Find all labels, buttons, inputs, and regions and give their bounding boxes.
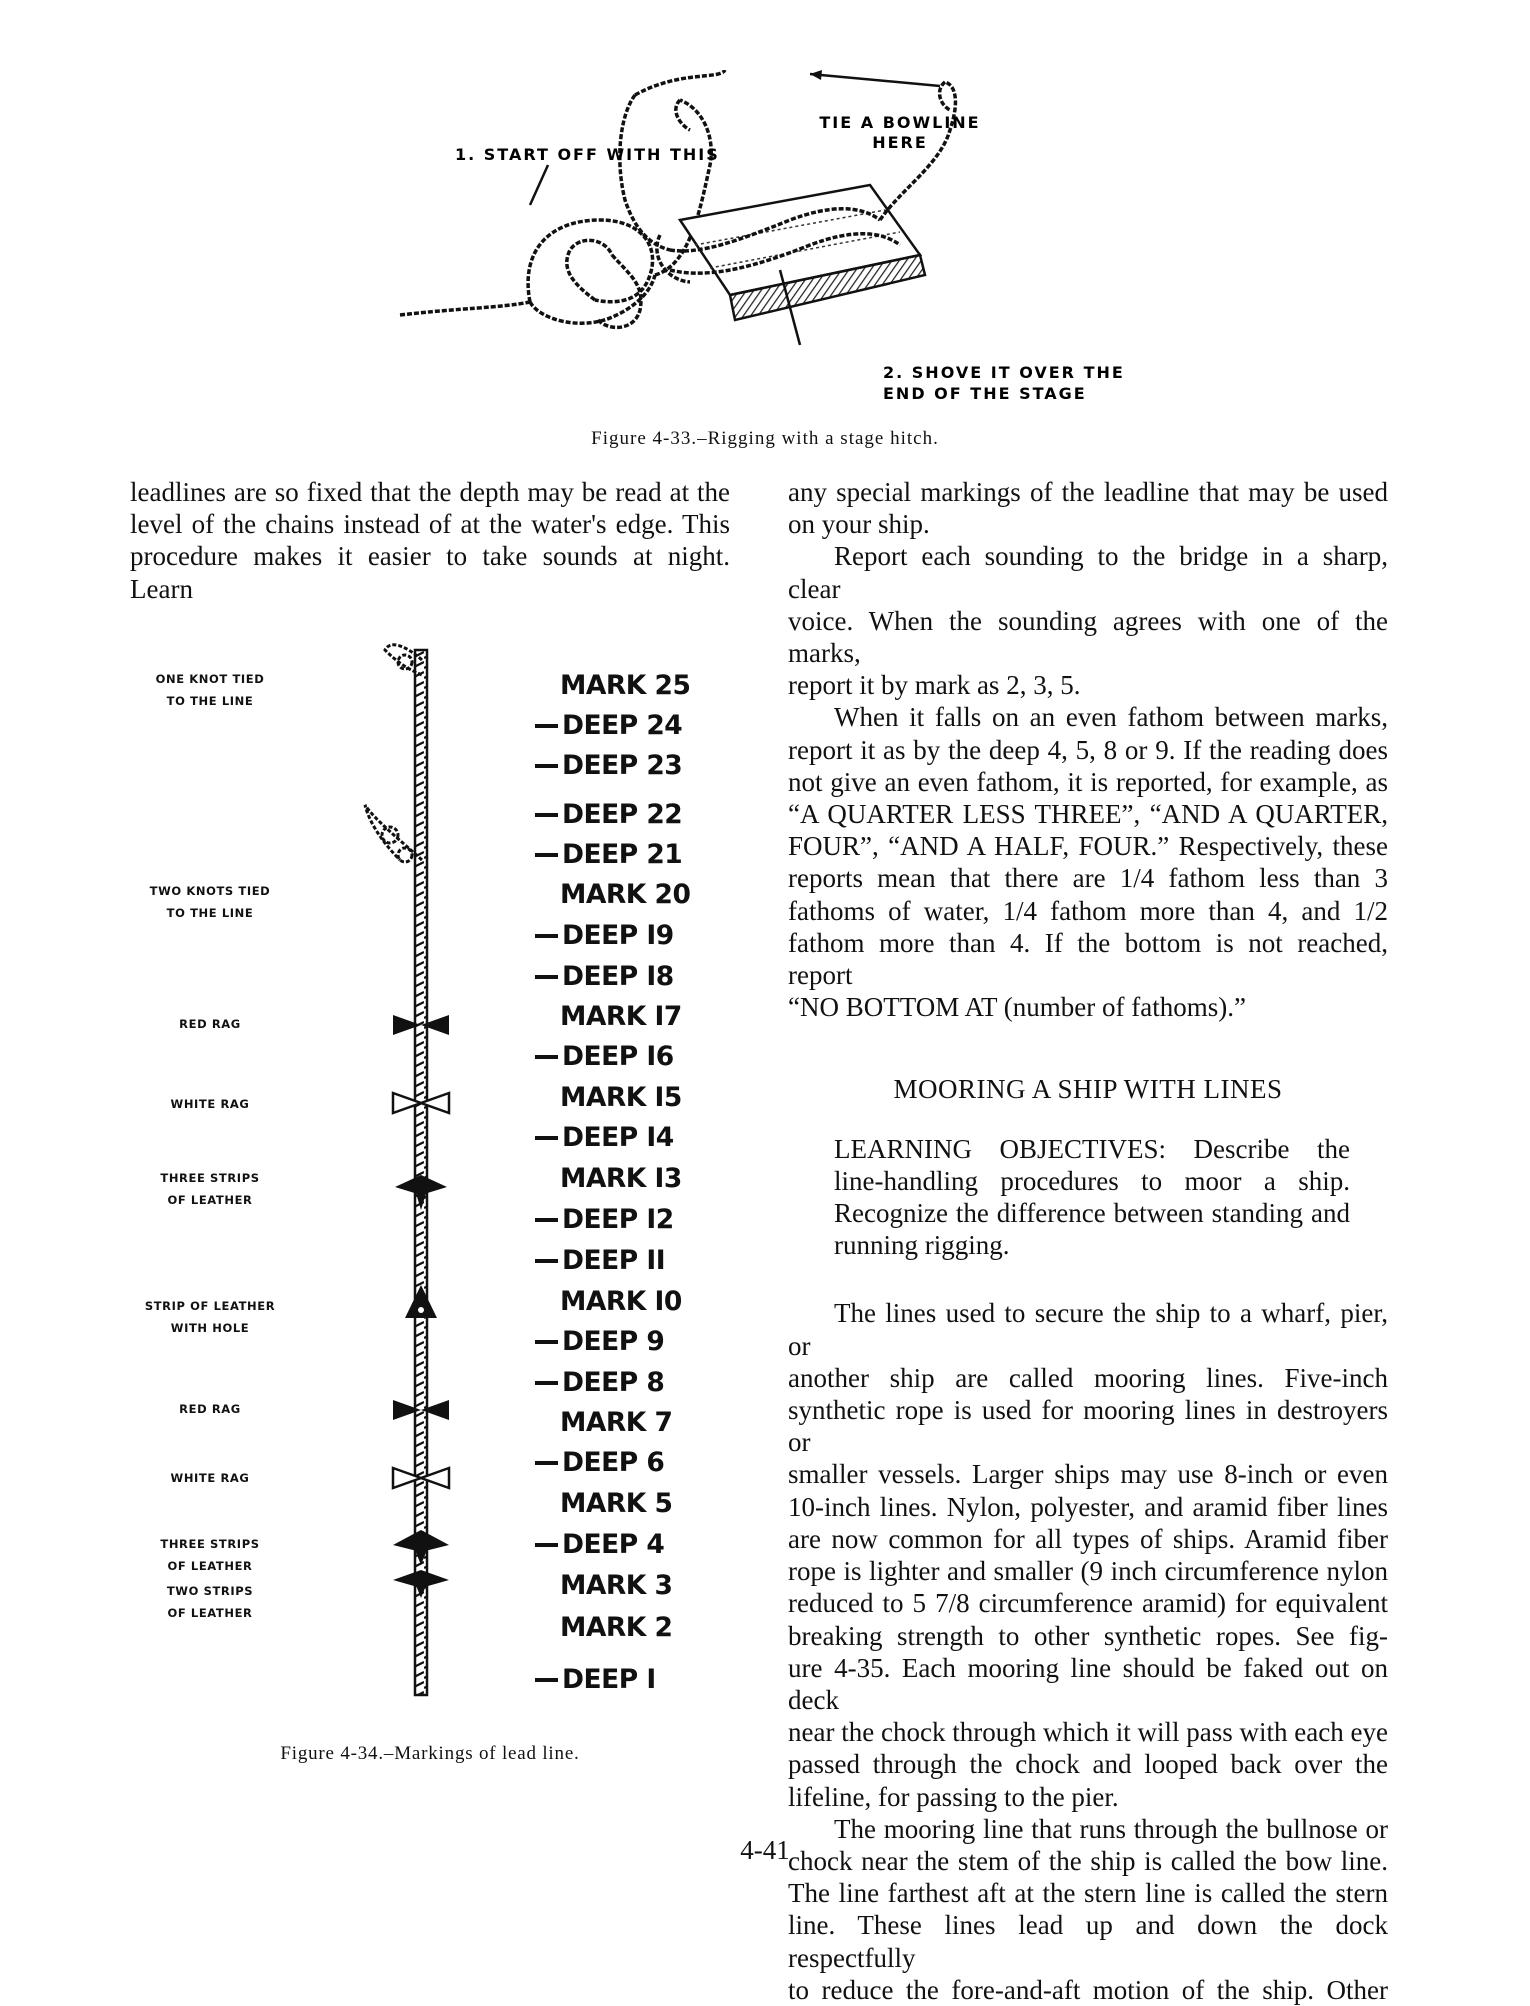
shove-label-line1: 2. SHOVE IT OVER THE (883, 363, 1125, 382)
body-line: line. These lines lead up and down the dock respectfully (788, 1910, 1388, 1973)
deep-label: DEEP II (562, 1245, 666, 1276)
deep-label: DEEP I (562, 1664, 656, 1695)
deep-label: DEEP I2 (562, 1204, 674, 1235)
body-line: level of the chains instead of at the water's edge. This (130, 509, 730, 540)
marking-label: TWO KNOTS TIED TO THE LINE (149, 884, 271, 920)
body-line: passed through the chock and looped back over the (788, 1749, 1388, 1780)
body-line: The lines used to secure the ship to a wharf, pier, or (788, 1298, 1388, 1361)
body-line: reports mean that there are 1/4 fathom less than 3 (788, 863, 1388, 894)
stage-hitch-illustration (380, 70, 1160, 415)
body-line: chock near the stem of the ship is called the bow line. (788, 1845, 1388, 1876)
left-column (130, 476, 730, 605)
paragraph (788, 1297, 1388, 1812)
body-line: Report each sounding to the bridge in a sharp, clear (788, 541, 1388, 604)
objective-line: running rigging. (834, 1230, 1010, 1261)
body-line: FOUR”, “AND A HALF, FOUR.” Respectively, these (788, 831, 1388, 862)
double-knot (365, 805, 422, 862)
marking-label: STRIP OF LEATHER WITH HOLE (144, 1299, 276, 1335)
deep-label: DEEP I9 (562, 920, 674, 951)
bowline-label-line2: HERE (872, 133, 928, 152)
lead-line-figure (144, 630, 720, 1710)
deep-dashes (535, 726, 558, 1680)
body-line: “NO BOTTOM AT (number of fathoms).” (788, 992, 1246, 1023)
body-line: to reduce the fore-and-aft motion of the ship. Other (788, 1974, 1388, 2005)
body-line: are now common for all types of ships. Aramid fiber (788, 1523, 1388, 1554)
leather-strips-2 (393, 1570, 449, 1598)
body-line: When it falls on an even fathom between marks, (834, 702, 1388, 733)
start-arrow (530, 165, 548, 205)
paragraph (788, 701, 1388, 1023)
marking-label: THREE STRIPS OF LEATHER (160, 1171, 260, 1207)
mark-label: MARK I7 (560, 1001, 682, 1032)
body-line: leadlines are so fixed that the depth may be read at the (130, 477, 730, 507)
mark-label: MARK 5 (560, 1488, 673, 1519)
mark-label: MARK 2 (560, 1612, 673, 1643)
mark-label: MARK I3 (560, 1163, 682, 1194)
bowline-label-line1: TIE A BOWLINE (819, 113, 981, 132)
deep-label: DEEP I8 (562, 961, 674, 992)
figure-34-caption: Figure 4-34.–Markings of lead line. (280, 1743, 580, 1764)
objective-line: Recognize the difference between standing and (834, 1198, 1350, 1229)
body-line: not give an even fathom, it is reported, for example, as (788, 766, 1388, 797)
leather-hole-10 (405, 1285, 437, 1318)
deep-label: DEEP 6 (562, 1447, 665, 1478)
mark-label: MARK I5 (560, 1082, 682, 1113)
shove-label-line2: END OF THE STAGE (883, 384, 1087, 403)
body-line: voice. When the sounding agrees with one of the marks, (788, 605, 1388, 669)
body-line: lifeline, for passing to the pier. (788, 1781, 1119, 1812)
body-line: any special markings of the leadline that may be used (788, 477, 1388, 507)
body-line: fathoms of water, 1/4 fathom more than 4, and 1/2 (788, 895, 1388, 926)
body-line: procedure makes it easier to take sounds at night. Learn (130, 541, 730, 604)
body-line: near the chock through which it will pass with each eye (788, 1717, 1388, 1748)
objective-line: line-handling procedures to moor a ship. (834, 1165, 1350, 1196)
section-heading: MOORING A SHIP WITH LINES (893, 1074, 1283, 1105)
deep-label: DEEP I6 (562, 1041, 674, 1072)
body-line: rope is lighter and smaller (9 inch circumference nylon (788, 1556, 1388, 1587)
body-line: smaller vessels. Larger ships may use 8-inch or even (788, 1459, 1388, 1490)
mark-label: MARK I0 (560, 1286, 682, 1317)
bowline-arrow (810, 74, 940, 86)
body-line: The mooring line that runs through the bullnose or (834, 1813, 1388, 1844)
mark-label: MARK 7 (560, 1407, 673, 1438)
body-line: 10-inch lines. Nylon, polyester, and aramid fiber lines (788, 1491, 1388, 1522)
marking-label: WHITE RAG (170, 1097, 250, 1111)
deep-label: DEEP 24 (562, 710, 683, 741)
deep-label: DEEP 21 (562, 839, 683, 870)
mark-label: MARK 3 (560, 1570, 673, 1601)
body-line: fathom more than 4. If the bottom is not reached, report (788, 927, 1388, 991)
mark-label: MARK 20 (560, 879, 691, 910)
deep-label: DEEP 22 (562, 799, 683, 830)
deep-label: DEEP 23 (562, 750, 683, 781)
paragraph (788, 540, 1388, 701)
marking-label: THREE STRIPS OF LEATHER (160, 1537, 260, 1573)
body-line: on your ship. (788, 509, 930, 540)
deep-label: DEEP 4 (562, 1529, 665, 1560)
marking-label: TWO STRIPS OF LEATHER (166, 1584, 254, 1620)
body-line: synthetic rope is used for mooring lines in destroyers or (788, 1395, 1388, 1458)
deep-label: DEEP 8 (562, 1367, 665, 1398)
paragraph (788, 476, 1388, 540)
body-line: ure 4-35. Each mooring line should be faked out on deck (788, 1652, 1388, 1715)
mark-label: MARK 25 (560, 670, 691, 701)
deep-label: DEEP 9 (562, 1326, 665, 1357)
marking-label: WHITE RAG (170, 1471, 250, 1485)
deep-label: DEEP I4 (562, 1122, 674, 1153)
right-column (788, 476, 1388, 2006)
start-label: 1. START OFF WITH THIS (455, 145, 720, 164)
body-line: report it as by the deep 4, 5, 8 or 9. If the reading does (788, 734, 1388, 765)
page-number: 4-41 (740, 1835, 790, 1865)
marking-label: RED RAG (179, 1402, 241, 1416)
body-line: another ship are called mooring lines. Five-inch (788, 1362, 1388, 1393)
body-line: The line farthest aft at the stern line is called the stern (788, 1878, 1388, 1909)
starting-knot-drawing (400, 100, 711, 327)
leather-strips-3 (393, 1530, 449, 1565)
leather-strips-13 (395, 1175, 447, 1210)
body-line: report it by mark as 2, 3, 5. (788, 670, 1081, 701)
marking-label: RED RAG (179, 1017, 241, 1031)
marking-label: ONE KNOT TIED TO THE LINE (155, 672, 265, 708)
learning-objectives (834, 1133, 1350, 1262)
objective-line: LEARNING OBJECTIVES: Describe the (834, 1133, 1350, 1164)
body-line: reduced to 5 7/8 circumference aramid) for equivalent (788, 1588, 1388, 1619)
figure-33-caption: Figure 4-33.–Rigging with a stage hitch. (591, 428, 939, 449)
body-line: “A QUARTER LESS THREE”, “AND A QUARTER, (788, 799, 1388, 830)
body-line: breaking strength to other synthetic ropes. See fig- (788, 1620, 1388, 1651)
stage-board-drawing (680, 185, 925, 320)
